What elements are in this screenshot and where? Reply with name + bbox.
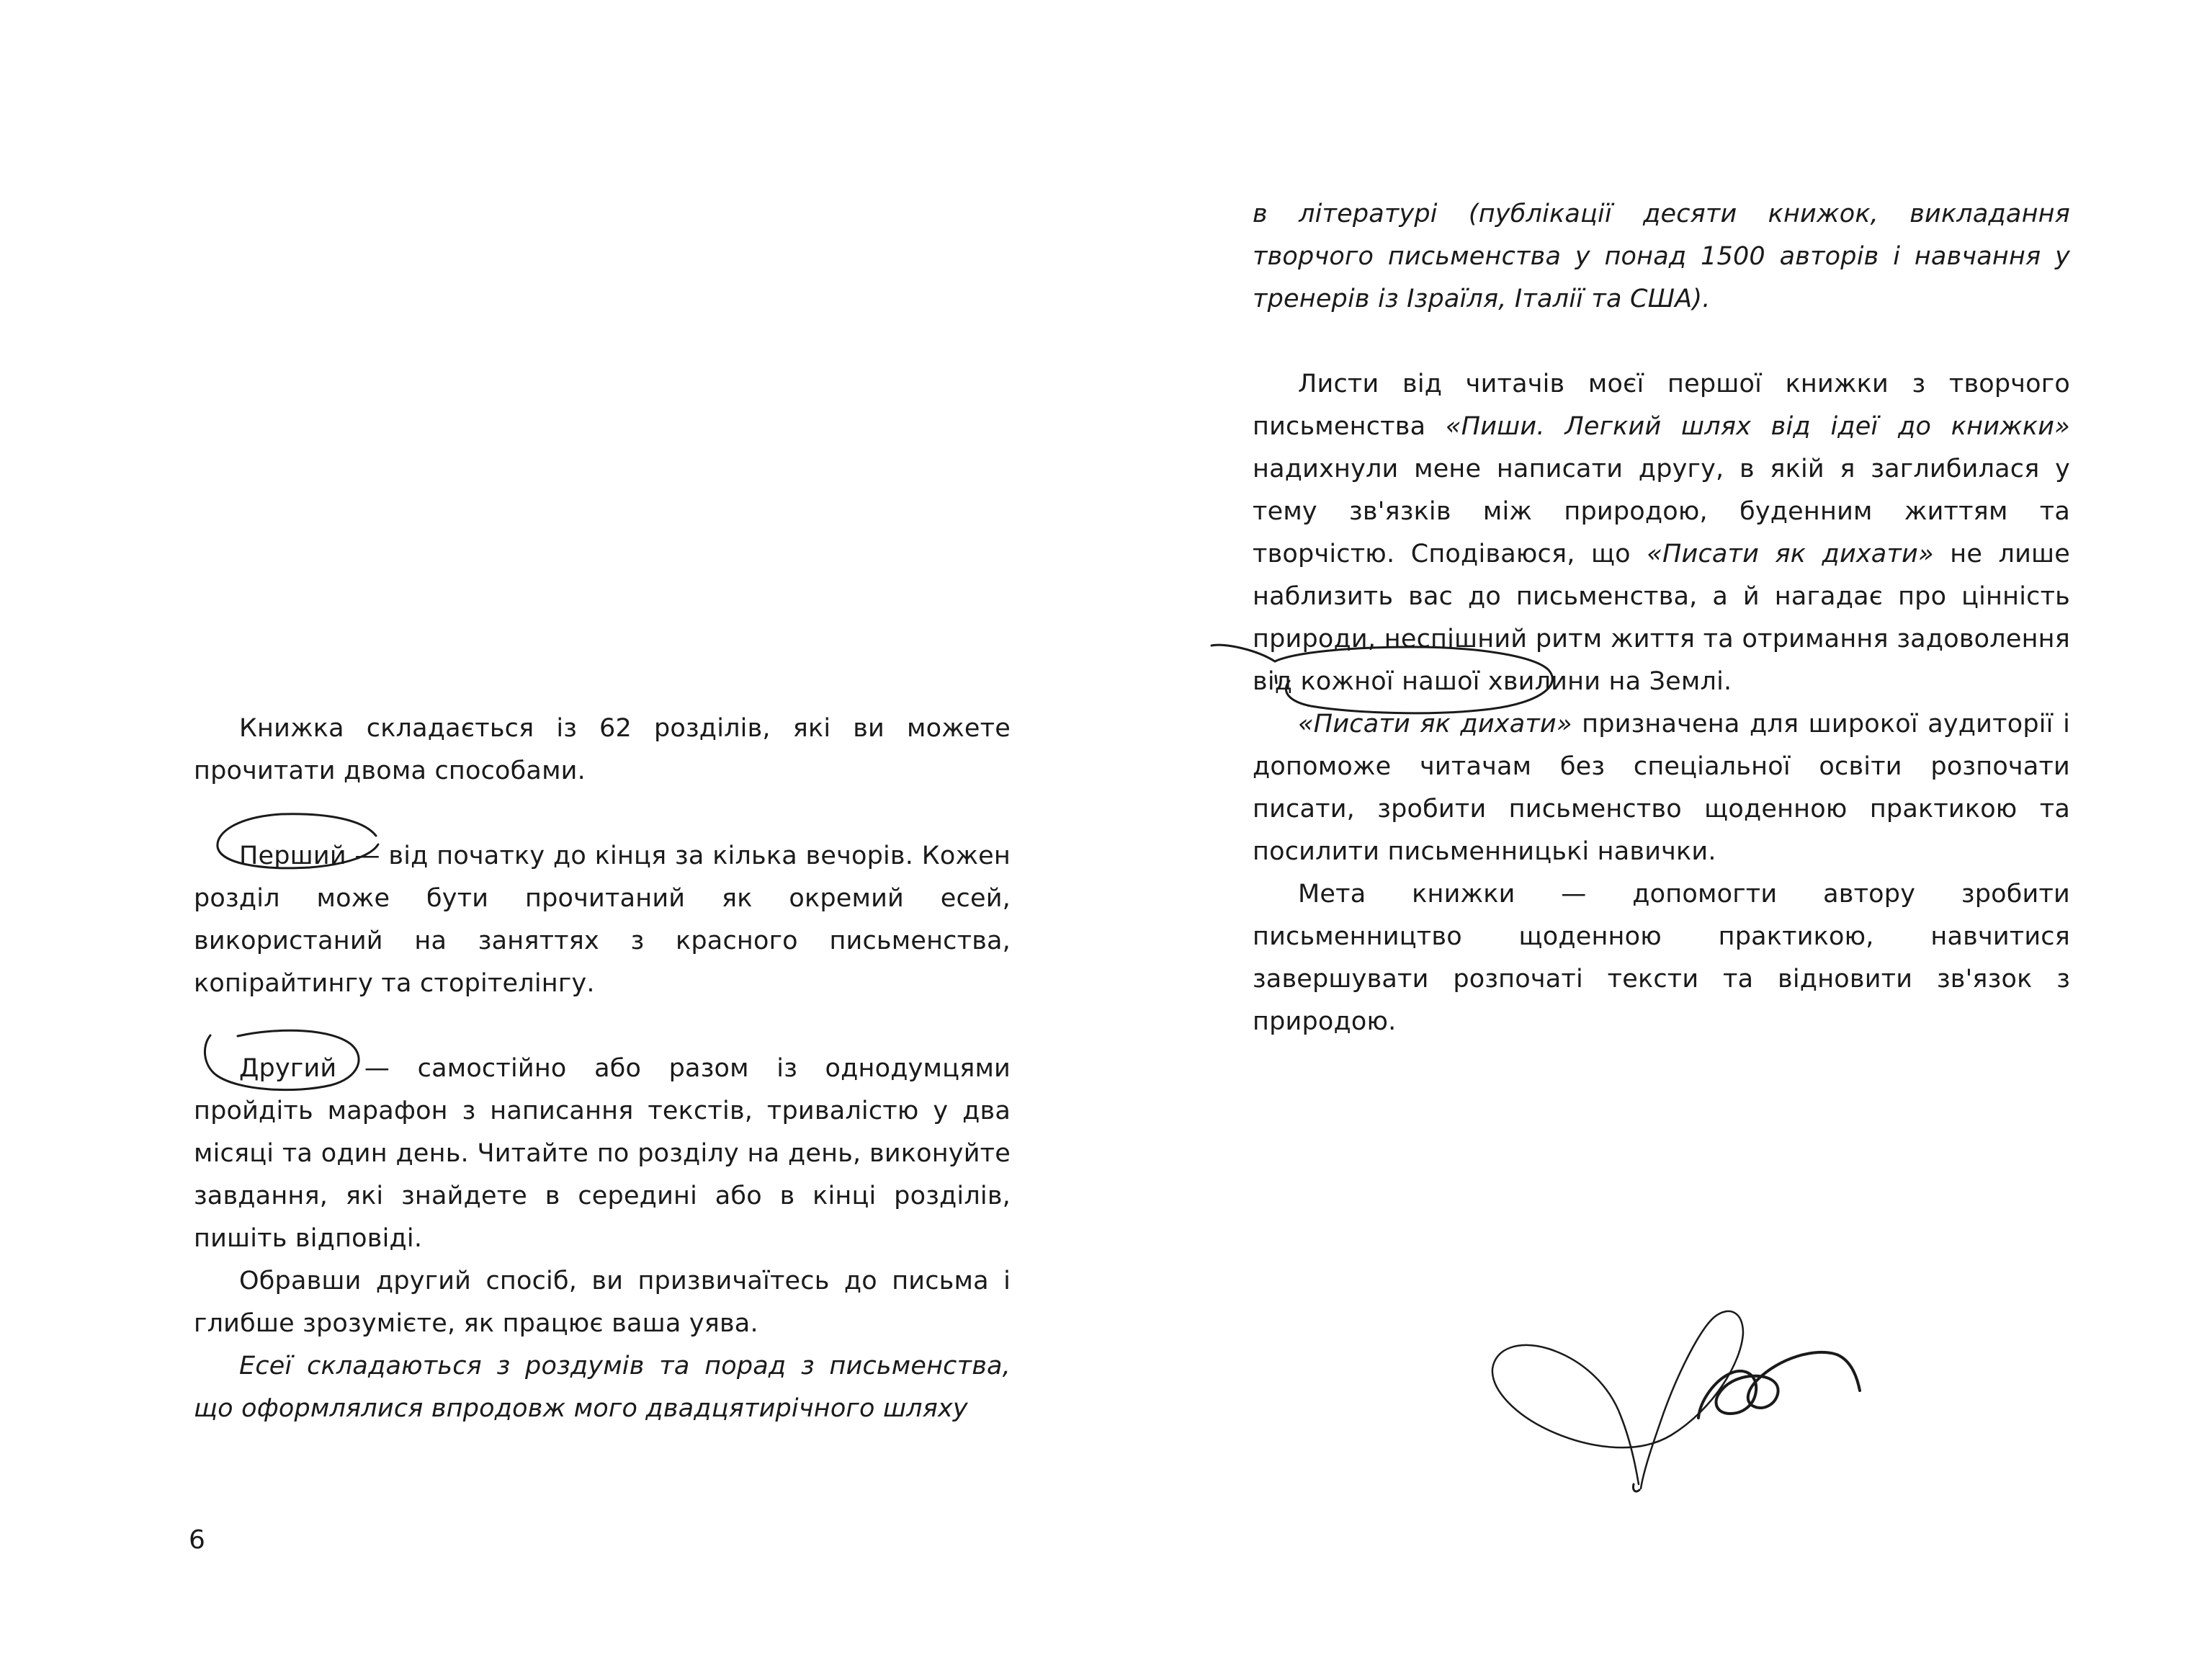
first-book-title: «Пиши. Легкий шлях від ідеї до книжки» xyxy=(1445,412,2070,441)
left-page-text xyxy=(194,708,1011,1430)
paragraph-first-way: Перший — від початку до кінця за кілька вечорів. Кожен розділ може бути прочитаний як окремий есей, використаний на заняттях з красного письменства, копірайтингу та сторітелінгу. xyxy=(194,842,1011,998)
right-page xyxy=(1106,0,2212,1660)
audience-text: призначена для широкої аудиторії і допоможе читачам без спеціальної освіти розпочати писати, зробити письменство щоденною практикою та посилити письменницькі навички. xyxy=(1253,710,2070,866)
paragraph-audience xyxy=(1253,703,2070,873)
letters-text-after: надихнули мене написати другу, в якій я заглибилася у тему зв'язків між природою, буденним життям та творчістю. Сподіваюся, що xyxy=(1253,455,2070,568)
letters-text-before: Листи від читачів моєї першої книжки з творчого письменства xyxy=(1253,370,2070,441)
letters-text-end: не лише наблизить вас до письменства, а й нагадає про цінність природи, неспішний ритм життя та отримання задоволення від кожної нашої хвилини на Землі. xyxy=(1253,540,2070,696)
paragraph-goal: Мета книжки — допомогти автору зробити письменництво щоденною практикою, навчитися завершувати розпочаті тексти та відновити зв'язок з природою. xyxy=(1253,880,2070,1036)
essays-italic-text: Есеї складаються з роздумів та порад з письменства, що оформлялися впродовж мого двадцятирічного шляху xyxy=(194,1352,1011,1423)
book-title-mention: «Писати як дихати» xyxy=(1647,540,1934,568)
paragraph-intro: Книжка складається із 62 розділів, які ви можете прочитати двома способами. xyxy=(194,714,1011,785)
continuation-italic-text: в літературі (публікації десяти книжок, викладання творчого письменства у понад 1500 авторів і навчання у тренерів із Ізраїля, Італії та США). xyxy=(1253,200,2070,313)
paragraph-essays xyxy=(194,1345,1011,1430)
paragraph-continuation xyxy=(1253,193,2070,321)
paragraph-second-way: Другий — самостійно або разом із однодумцями пройдіть марафон з написання текстів, тривалістю у два місяці та один день. Читайте по розділу на день, виконуйте завдання, які знайдете в середині або в кінці розділів, пишіть відповіді. xyxy=(194,1054,1011,1253)
right-page-text xyxy=(1253,193,2070,1043)
page-number: 6 xyxy=(189,1525,205,1555)
paragraph-habit: Обравши другий спосіб, ви призвичаїтесь до письма і глибше зрозумієте, як працює ваша уява. xyxy=(194,1267,1011,1338)
audience-book-title: «Писати як дихати» xyxy=(1298,710,1572,738)
paragraph-letters xyxy=(1253,363,2070,703)
